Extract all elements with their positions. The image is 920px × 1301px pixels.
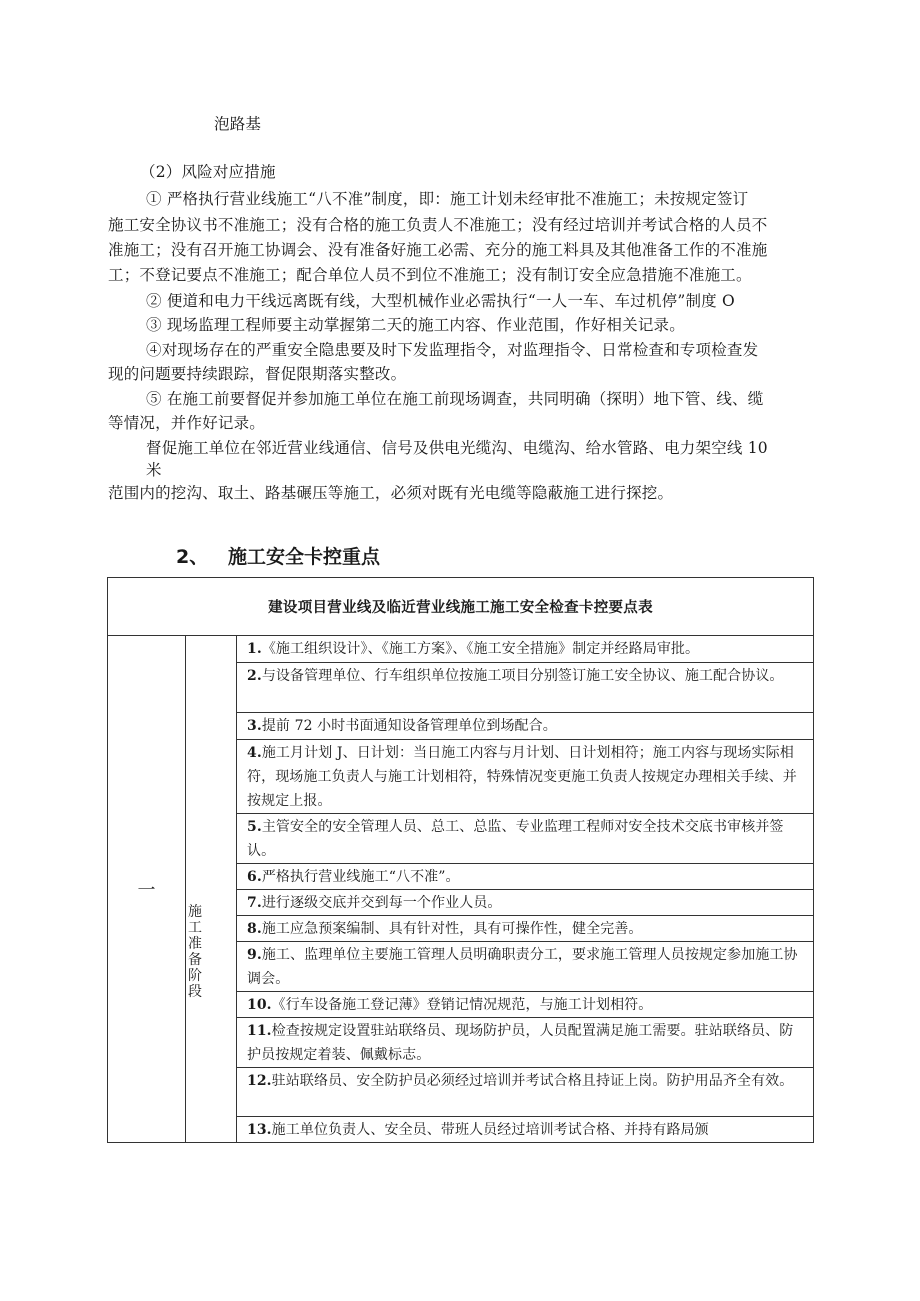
table-item: 10.《行车设备施工登记薄》登销记情况规范，与施工计划相符。 [237,992,814,1018]
table-title-row [108,578,814,636]
table-row [108,636,814,663]
text-line-7: ③ 现场监理工程师要主动掌握第二天的施工内容、作业范围，作好相关记录。 [146,316,685,334]
table-item: 11.检查按规定设置驻站联络员、现场防护员，人员配置满足施工需要。驻站联络员、防护员按规定着装、佩戴标志。 [237,1018,814,1068]
section-mark: 一 [137,880,156,901]
table-item: 9.施工、监理单位主要施工管理人员明确职责分工，要求施工管理人员按规定参加施工协调会。 [237,942,814,992]
section-mark-cell [108,636,186,1143]
table-item: 6.严格执行营业线施工“八不准”。 [237,864,814,890]
text-line-9: 现的问题要持续跟踪，督促限期落实整改。 [108,365,407,383]
table-item: 13.施工单位负责人、安全员、带班人员经过培训考试合格、并持有路局颁 [237,1117,814,1143]
text-line-0: 泡路基 [214,115,262,133]
text-line-5: 工；不登记要点不准施工；配合单位人员不到位不准施工；没有制订安全应急措施不准施工。 [108,266,752,284]
section-heading [176,544,380,570]
text-line-10: ⑤ 在施工前要督促并参加施工单位在施工前现场调查，共同明确（探明）地下管、线、缆 [146,390,764,408]
text-line-11: 等情况，并作好记录。 [108,414,266,432]
text-line-14: 范围内的挖沟、取土、路基碾压等施工，必须对既有光电缆等隐蔽施工进行探挖。 [108,484,674,502]
text-line-3: 施工安全协议书不准施工；没有合格的施工负责人不准施工；没有经过培训并考试合格的人员不 [108,216,768,234]
inspection-table [107,577,814,1143]
text-line-8: ④对现场存在的严重安全隐患要及时下发监理指令，对监理指令、日常检查和专项检查发 [146,341,759,359]
text-line-6: ② 便道和电力干线远离既有线，大型机械作业必需执行“一人一车、车过机停”制度 O [146,292,735,310]
table-item: 2.与设备管理单位、行车组织单位按施工项目分别签订施工安全协议、施工配合协议。 [237,663,814,713]
text-line-2: ① 严格执行营业线施工“八不准”制度，即：施工计划未经审批不准施工；未按规定签订 [146,190,749,208]
section-title: 施工安全卡控重点 [228,546,381,568]
table-item: 12.驻站联络员、安全防护员必须经过培训并考试合格且持证上岗。防护用品齐全有效。 [237,1068,814,1117]
stage-label: 施工准备阶段 [188,904,202,1000]
text-line-4: 准施工；没有召开施工协调会、没有准备好施工必需、充分的施工料具及其他准备工作的不准施 [108,241,768,259]
text-line-13: 米 [146,461,162,479]
stage-cell [186,636,237,1143]
table-item: 7.进行逐级交底并交到每一个作业人员。 [237,890,814,916]
table-item: 8.施工应急预案编制、具有针对性，具有可操作性，健全完善。 [237,916,814,942]
text-line-12: 督促施工单位在邻近营业线通信、信号及供电光缆沟、电缆沟、给水管路、电力架空线 10 [146,439,768,457]
table-title: 建设项目营业线及临近营业线施工施工安全检查卡控要点表 [108,578,814,636]
text-line-1: （2）风险对应措施 [140,163,276,181]
table-item: 1.《施工组织设计》、《施工方案》、《施工安全措施》制定并经路局审批。 [237,636,814,663]
table-item: 5.主管安全的安全管理人员、总工、总监、专业监理工程师对安全技术交底书审核并签认。 [237,814,814,864]
table-item: 3.提前 72 小时书面通知设备管理单位到场配合。 [237,713,814,740]
section-number: 2、 [176,546,209,568]
table-item: 4.施工月计划 J、日计划：当日施工内容与月计划、日计划相符；施工内容与现场实际相符，现场施工负责人与施工计划相符，特殊情况变更施工负责人按规定办理相关手续、并按规定上报。 [237,740,814,814]
